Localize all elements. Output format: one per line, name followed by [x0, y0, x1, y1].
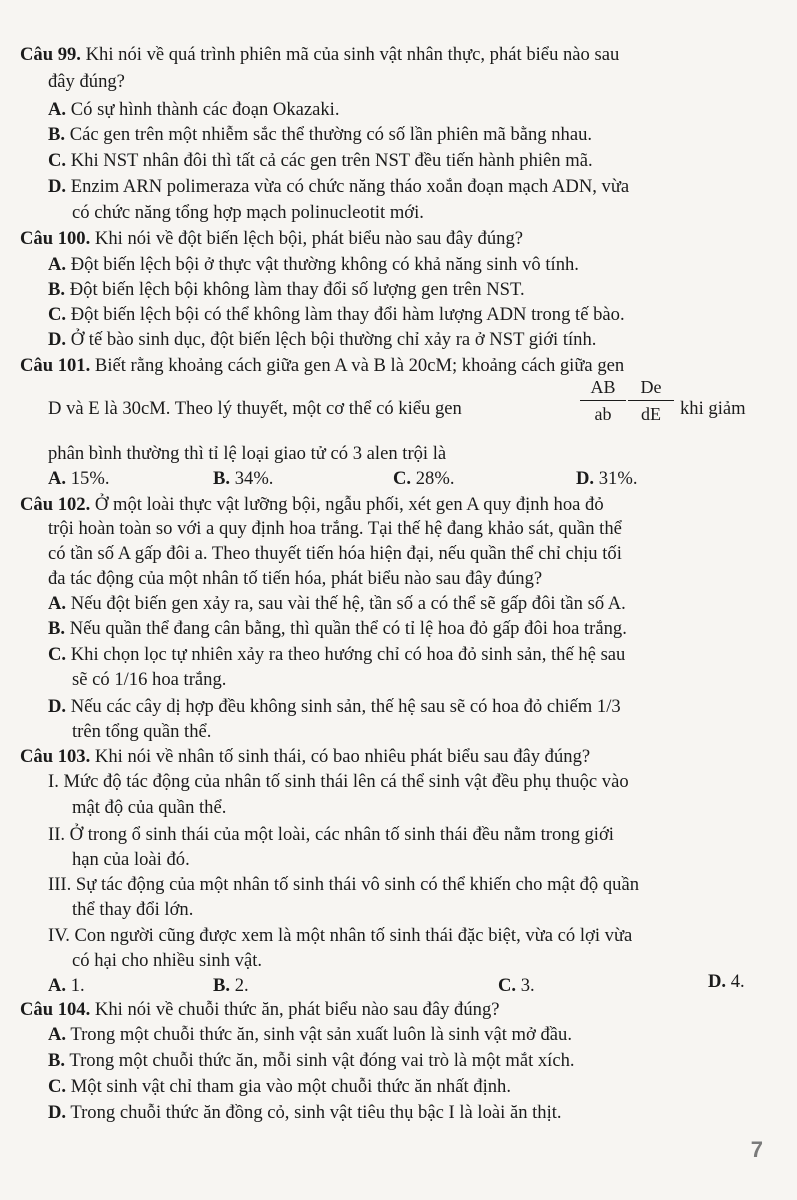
q103-option-c [498, 974, 535, 998]
genotype-fraction-ab [580, 376, 626, 425]
option-text: Trong chuỗi thức ăn đồng cỏ, sinh vật tiêu thụ bậc I là loài ăn thịt. [70, 1102, 562, 1123]
option-letter: B. [213, 468, 231, 489]
q102-option-c-cont: sẽ có 1/16 hoa trắng. [72, 669, 227, 690]
q103-statement-ii-cont: hạn của loài đó. [72, 849, 190, 870]
q102-option-c [48, 643, 625, 667]
q99-stem-text: Khi nói về quá trình phiên mã của sinh vật nhân thực, phát biểu nào sau [80, 44, 620, 65]
option-letter: B. [48, 279, 66, 300]
option-text: 2. [234, 975, 249, 996]
q102-stem-line4: đa tác động của một nhân tố tiến hóa, phát biểu nào sau đây đúng? [48, 568, 543, 589]
fraction-denominator: ab [594, 404, 612, 424]
option-letter: D. [48, 696, 67, 717]
option-letter: C. [498, 975, 517, 996]
q102-stem-line1 [20, 493, 604, 517]
q102-option-d-cont: trên tổng quần thể. [72, 721, 212, 742]
q103-statement-i-cont: mật độ của quần thể. [72, 797, 227, 818]
option-letter: C. [48, 150, 67, 171]
option-text: 3. [520, 975, 535, 996]
q101-stem-line2-end: khi giảm [680, 398, 746, 419]
option-letter: A. [48, 254, 67, 275]
option-letter: A. [48, 1024, 67, 1045]
option-text: Enzim ARN polimeraza vừa có chức năng tháo xoắn đoạn mạch ADN, vừa [70, 176, 630, 197]
option-text: Khi NST nhân đôi thì tất cả các gen trên NST đều tiến hành phiên mã. [70, 150, 593, 171]
option-letter: A. [48, 468, 67, 489]
q101-stem-line3: phân bình thường thì tỉ lệ loại giao tử có 3 alen trội là [48, 443, 447, 464]
q99-option-a [48, 98, 340, 122]
option-letter: A. [48, 99, 67, 120]
q102-option-d [48, 695, 621, 719]
q102-stem-text: Ở một loài thực vật lưỡng bội, ngẫu phối, xét gen A quy định hoa đỏ [90, 494, 604, 515]
q104-option-c [48, 1075, 511, 1099]
q103-option-a [48, 974, 85, 998]
q100-option-c [48, 303, 625, 327]
fraction-numerator: AB [580, 376, 626, 401]
option-letter: C. [393, 468, 412, 489]
q103-statement-iv: IV. Con người cũng được xem là một nhân tố sinh thái đặc biệt, vừa có lợi vừa [48, 925, 633, 946]
option-text: Khi chọn lọc tự nhiên xảy ra theo hướng chỉ có hoa đỏ sinh sản, thế hệ sau [70, 644, 626, 665]
q100-option-b [48, 278, 525, 302]
q103-stem-text: Khi nói về nhân tố sinh thái, có bao nhiêu phát biểu sau đây đúng? [90, 746, 591, 767]
q99-stem-line1 [20, 43, 619, 67]
q104-option-a [48, 1023, 572, 1047]
fraction-numerator: De [628, 376, 674, 401]
option-text: Có sự hình thành các đoạn Okazaki. [70, 99, 340, 120]
option-text: 1. [70, 975, 85, 996]
q104-label: Câu 104. [20, 999, 91, 1020]
q101-option-c [393, 467, 454, 491]
option-text: 4. [730, 971, 745, 992]
q100-stem [20, 227, 523, 251]
option-letter: C. [48, 1076, 67, 1097]
option-letter: B. [48, 618, 66, 639]
q103-statement-iii-cont: thể thay đổi lớn. [72, 899, 194, 920]
q104-stem [20, 998, 500, 1022]
q99-option-b [48, 123, 592, 147]
genotype-fraction-de [628, 376, 674, 425]
option-text: 31%. [598, 468, 638, 489]
option-letter: B. [213, 975, 231, 996]
option-text: Trong một chuỗi thức ăn, sinh vật sản xuất luôn là sinh vật mở đầu. [70, 1024, 572, 1045]
option-letter: B. [48, 1050, 66, 1071]
option-letter: A. [48, 975, 67, 996]
option-letter: C. [48, 644, 67, 665]
option-letter: D. [708, 971, 727, 992]
q103-statement-iii: III. Sự tác động của một nhân tố sinh thái vô sinh có thể khiến cho mật độ quần [48, 874, 640, 895]
q104-option-b [48, 1049, 575, 1073]
q101-stem-text: Biết rằng khoảng cách giữa gen A và B là 20cM; khoảng cách giữa gen [90, 355, 625, 376]
option-text: Đột biến lệch bội có thể không làm thay đổi hàm lượng ADN trong tế bào. [70, 304, 625, 325]
q99-option-d [48, 175, 629, 199]
fraction-denominator: dE [641, 404, 661, 424]
option-text: Nếu quần thể đang cân bằng, thì quần thể có tỉ lệ hoa đỏ gấp đôi hoa trắng. [69, 618, 627, 639]
q101-option-d [576, 467, 637, 491]
q100-stem-text: Khi nói về đột biến lệch bội, phát biểu nào sau đây đúng? [90, 228, 523, 249]
q100-option-d [48, 328, 596, 352]
option-letter: B. [48, 124, 66, 145]
q101-option-a [48, 467, 109, 491]
option-letter: C. [48, 304, 67, 325]
q102-option-a [48, 592, 626, 616]
option-letter: D. [48, 329, 67, 350]
option-letter: D. [48, 176, 67, 197]
q103-statement-ii: II. Ở trong ổ sinh thái của một loài, các nhân tố sinh thái đều nằm trong giới [48, 824, 614, 845]
q103-stem [20, 745, 590, 769]
option-text: 28%. [415, 468, 455, 489]
option-text: Ở tế bào sinh dục, đột biến lệch bội thường chỉ xảy ra ở NST giới tính. [70, 329, 597, 350]
q102-option-b [48, 617, 627, 641]
q99-label: Câu 99. [20, 44, 81, 65]
q103-statement-i: I. Mức độ tác động của nhân tố sinh thái lên cá thể sinh vật đều phụ thuộc vào [48, 771, 629, 792]
q99-option-d-cont: có chức năng tổng hợp mạch polinucleotit mới. [72, 202, 424, 223]
option-text: 15%. [70, 468, 110, 489]
q100-option-a [48, 253, 579, 277]
q99-option-c [48, 149, 593, 173]
option-text: Nếu đột biến gen xảy ra, sau vài thế hệ, tần số a có thể sẽ gấp đôi tần số A. [70, 593, 626, 614]
q103-option-d [708, 970, 745, 994]
q102-stem-line2: trội hoàn toàn so với a quy định hoa trắng. Tại thế hệ đang khảo sát, quần thể [48, 518, 622, 539]
option-text: Trong một chuỗi thức ăn, mỗi sinh vật đóng vai trò là một mắt xích. [69, 1050, 575, 1071]
option-letter: D. [48, 1102, 67, 1123]
option-text: Đột biến lệch bội ở thực vật thường không có khả năng sinh vô tính. [70, 254, 579, 275]
q102-label: Câu 102. [20, 494, 91, 515]
option-letter: A. [48, 593, 67, 614]
q104-stem-text: Khi nói về chuỗi thức ăn, phát biểu nào sau đây đúng? [90, 999, 500, 1020]
q102-stem-line3: có tần số A gấp đôi a. Theo thuyết tiến hóa hiện đại, nếu quần thể chỉ chịu tối [48, 543, 622, 564]
option-text: 34%. [234, 468, 274, 489]
option-letter: D. [576, 468, 595, 489]
q100-label: Câu 100. [20, 228, 91, 249]
option-text: Các gen trên một nhiễm sắc thể thường có số lần phiên mã bằng nhau. [69, 124, 593, 145]
q101-stem-line1 [20, 354, 624, 378]
q99-stem-line2: đây đúng? [48, 71, 125, 92]
page-number: 7 [750, 1137, 763, 1162]
q101-option-b [213, 467, 273, 491]
q103-label: Câu 103. [20, 746, 91, 767]
q104-option-d [48, 1101, 562, 1125]
q101-label: Câu 101. [20, 355, 91, 376]
q101-stem-line2: D và E là 30cM. Theo lý thuyết, một cơ thể có kiểu gen [48, 398, 462, 419]
option-text: Đột biến lệch bội không làm thay đổi số lượng gen trên NST. [69, 279, 525, 300]
q103-statement-iv-cont: có hại cho nhiều sinh vật. [72, 950, 263, 971]
q103-option-b [213, 974, 249, 998]
option-text: Nếu các cây dị hợp đều không sinh sản, thế hệ sau sẽ có hoa đỏ chiếm 1/3 [70, 696, 621, 717]
option-text: Một sinh vật chỉ tham gia vào một chuỗi thức ăn nhất định. [70, 1076, 511, 1097]
